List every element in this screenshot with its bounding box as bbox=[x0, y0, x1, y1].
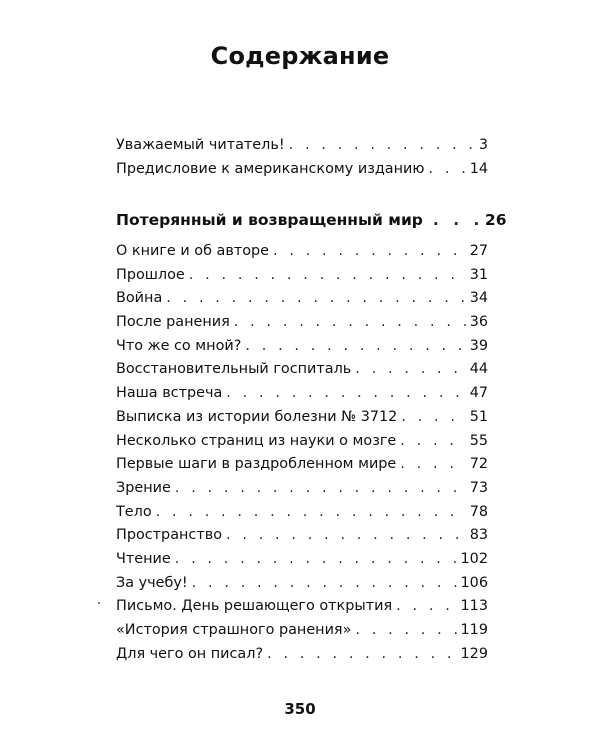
toc-entry-page: 119 bbox=[460, 622, 488, 638]
toc-entry-label: Тело bbox=[116, 503, 152, 520]
toc-entry-page: 129 bbox=[460, 645, 488, 662]
page-title: Содержание bbox=[210, 42, 390, 70]
toc-entry bbox=[116, 335, 488, 359]
toc-entry bbox=[116, 406, 488, 430]
toc-entry bbox=[116, 548, 488, 572]
toc-entry-label: Выписка из истории болезни № 3712 bbox=[116, 408, 398, 425]
toc-entry bbox=[116, 524, 488, 548]
toc-entry-label: Несколько страниц из науки о мозге bbox=[116, 432, 397, 449]
toc-entry-page: 44 bbox=[469, 361, 488, 378]
toc-entry-page: 36 bbox=[469, 314, 488, 331]
toc-entry-page: 113 bbox=[460, 598, 488, 615]
toc-entry bbox=[116, 430, 488, 454]
toc-entry bbox=[116, 477, 488, 501]
dot-leader bbox=[245, 335, 465, 359]
toc-entry-page: 78 bbox=[469, 503, 488, 520]
dot-leader bbox=[400, 430, 465, 454]
toc-entry bbox=[116, 382, 488, 406]
dot-leader bbox=[267, 643, 456, 667]
toc-intro-list bbox=[116, 134, 488, 181]
toc-entry-page: 27 bbox=[469, 243, 488, 259]
toc-entry bbox=[116, 264, 488, 288]
dot-leader bbox=[175, 548, 457, 572]
toc-entry bbox=[116, 595, 488, 619]
scan-speck bbox=[98, 602, 100, 604]
toc-entry-page: 106 bbox=[460, 574, 488, 591]
toc-entry-label: Предисловие к американскому изданию bbox=[116, 160, 425, 177]
toc-entry-page: 34 bbox=[469, 290, 488, 307]
dot-leader bbox=[433, 207, 479, 233]
toc-entry-label: «История страшного ранения» bbox=[116, 622, 352, 638]
toc-entry-label: Восстановительный госпиталь bbox=[116, 361, 352, 378]
footer-page-number: 350 bbox=[284, 700, 316, 718]
toc-entry-page: 3 bbox=[478, 137, 488, 153]
toc-entry-page: 83 bbox=[469, 527, 488, 544]
toc-entry-page: 51 bbox=[469, 408, 488, 425]
toc-entry-label: Война bbox=[116, 290, 163, 307]
toc-entry-page: 72 bbox=[469, 456, 488, 473]
toc-chapter-list bbox=[116, 240, 488, 666]
toc-entry-label: Зрение bbox=[116, 479, 171, 496]
toc-entry bbox=[116, 643, 488, 667]
toc-entry bbox=[116, 572, 488, 596]
toc-entry-label: Для чего он писал? bbox=[116, 645, 264, 662]
toc-entry-page: 55 bbox=[469, 432, 488, 449]
toc-entry bbox=[116, 158, 488, 182]
toc-entry bbox=[116, 619, 488, 643]
toc-entry-page: 47 bbox=[469, 385, 488, 402]
dot-leader bbox=[175, 477, 466, 501]
section-label: Потерянный и возвращенный мир bbox=[116, 211, 423, 229]
toc-section-heading bbox=[116, 207, 507, 233]
section-page: 26 bbox=[484, 211, 507, 229]
toc-entry-label: Чтение bbox=[116, 550, 171, 567]
toc-entry bbox=[116, 134, 488, 158]
dot-leader bbox=[273, 240, 466, 264]
toc-entry-label: Наша встреча bbox=[116, 385, 223, 402]
dot-leader bbox=[355, 619, 456, 643]
toc-entry-label: За учебу! bbox=[116, 574, 188, 591]
dot-leader bbox=[289, 134, 475, 158]
toc-entry bbox=[116, 311, 488, 335]
dot-leader bbox=[396, 595, 456, 619]
section-entry bbox=[116, 207, 507, 233]
dot-leader bbox=[226, 524, 466, 548]
dot-leader bbox=[156, 501, 466, 525]
toc-entry-label: Что же со мной? bbox=[116, 337, 242, 354]
dot-leader bbox=[166, 287, 465, 311]
toc-entry bbox=[116, 358, 488, 382]
toc-entry-label: После ранения bbox=[116, 314, 230, 331]
dot-leader bbox=[192, 572, 457, 596]
toc-entry bbox=[116, 453, 488, 477]
toc-entry-page: 31 bbox=[469, 266, 488, 283]
toc-entry-page: 73 bbox=[469, 479, 488, 496]
toc-entry bbox=[116, 501, 488, 525]
toc-entry-page: 102 bbox=[460, 550, 488, 567]
dot-leader bbox=[234, 311, 466, 335]
dot-leader bbox=[355, 358, 465, 382]
toc-entry-label: Уважаемый читатель! bbox=[116, 137, 285, 153]
toc-entry-label: Пространство bbox=[116, 527, 222, 544]
toc-entry bbox=[116, 240, 488, 264]
dot-leader bbox=[401, 406, 465, 430]
dot-leader bbox=[189, 264, 466, 288]
dot-leader bbox=[429, 158, 466, 182]
dot-leader bbox=[226, 382, 465, 406]
toc-entry bbox=[116, 287, 488, 311]
toc-entry-label: О книге и об авторе bbox=[116, 243, 269, 259]
toc-entry-label: Прошлое bbox=[116, 266, 185, 283]
toc-entry-page: 14 bbox=[469, 160, 488, 177]
toc-entry-label: Первые шаги в раздробленном мире bbox=[116, 456, 397, 473]
dot-leader bbox=[400, 453, 465, 477]
toc-entry-label: Письмо. День решающего открытия bbox=[116, 598, 393, 615]
toc-entry-page: 39 bbox=[469, 337, 488, 354]
